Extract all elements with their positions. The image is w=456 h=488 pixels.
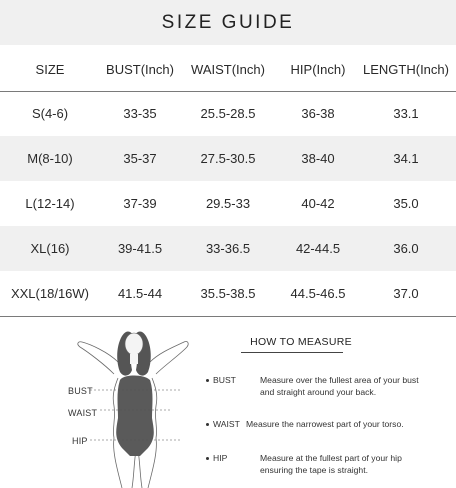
table-bottom-divider (0, 316, 456, 317)
size-cell: L(12-14) (25, 196, 75, 211)
hip-cell: 40-42 (301, 196, 335, 211)
length-cell: 33.1 (393, 106, 419, 121)
size-guide-title-bar (0, 0, 456, 45)
how-to-measure-underline (241, 352, 343, 353)
size-cell: S(4-6) (31, 106, 69, 121)
table-row (0, 181, 456, 226)
waist-cell: 29.5-33 (205, 196, 251, 211)
figure-label-hip: HIP (72, 436, 88, 446)
size-cell: XL(16) (30, 241, 70, 256)
bullet-icon (206, 457, 209, 460)
table-header-row (0, 48, 456, 90)
hip-cell: 36-38 (301, 106, 335, 121)
bullet-icon (206, 423, 209, 426)
header-waist: WAIST(Inch) (191, 61, 265, 77)
measure-key-bust: BUST (206, 374, 236, 386)
waist-cell: 35.5-38.5 (200, 286, 256, 301)
size-cell: M(8-10) (27, 151, 73, 166)
header-length: LENGTH(Inch) (363, 61, 449, 77)
waist-cell: 33-36.5 (205, 241, 251, 256)
table-row (0, 136, 456, 181)
table-row (0, 91, 456, 136)
size-table-body (0, 91, 456, 316)
header-size: SIZE (35, 61, 65, 77)
measure-desc-bust: Measure over the fullest area of your bust and straight around your back. (260, 375, 419, 397)
bust-cell: 33-35 (123, 106, 157, 121)
waist-cell: 27.5-30.5 (200, 151, 256, 166)
table-row (0, 226, 456, 271)
table-row (0, 271, 456, 316)
figure-label-bust: BUST (68, 386, 93, 396)
length-cell: 34.1 (393, 151, 419, 166)
body-measurement-figure (60, 322, 210, 488)
length-cell: 37.0 (393, 286, 419, 301)
hip-cell: 44.5-46.5 (290, 286, 346, 301)
bullet-icon (206, 379, 209, 382)
header-bust: BUST(Inch) (106, 61, 174, 77)
size-cell: XXL(18/16W) (10, 286, 90, 301)
measure-desc-waist: Measure the narrowest part of your torso. (246, 419, 404, 429)
measure-key-waist: WAIST (206, 418, 240, 430)
how-to-measure-title: HOW TO MEASURE (250, 336, 352, 348)
measure-desc-hip: Measure at the fullest part of your hip ensuring the tape is straight. (260, 453, 402, 475)
waist-cell: 25.5-28.5 (200, 106, 256, 121)
bust-cell: 37-39 (123, 196, 157, 211)
bust-cell: 39-41.5 (117, 241, 163, 256)
length-cell: 35.0 (393, 196, 419, 211)
figure-label-waist: WAIST (68, 408, 98, 418)
page-title: SIZE GUIDE (161, 11, 295, 33)
hip-cell: 38-40 (301, 151, 335, 166)
length-cell: 36.0 (393, 241, 419, 256)
measure-key-hip: HIP (206, 452, 227, 464)
hip-cell: 42-44.5 (295, 241, 341, 256)
header-hip: HIP(Inch) (290, 61, 346, 77)
bust-cell: 41.5-44 (117, 286, 163, 301)
bust-cell: 35-37 (123, 151, 157, 166)
body-silhouette-icon (60, 322, 210, 488)
